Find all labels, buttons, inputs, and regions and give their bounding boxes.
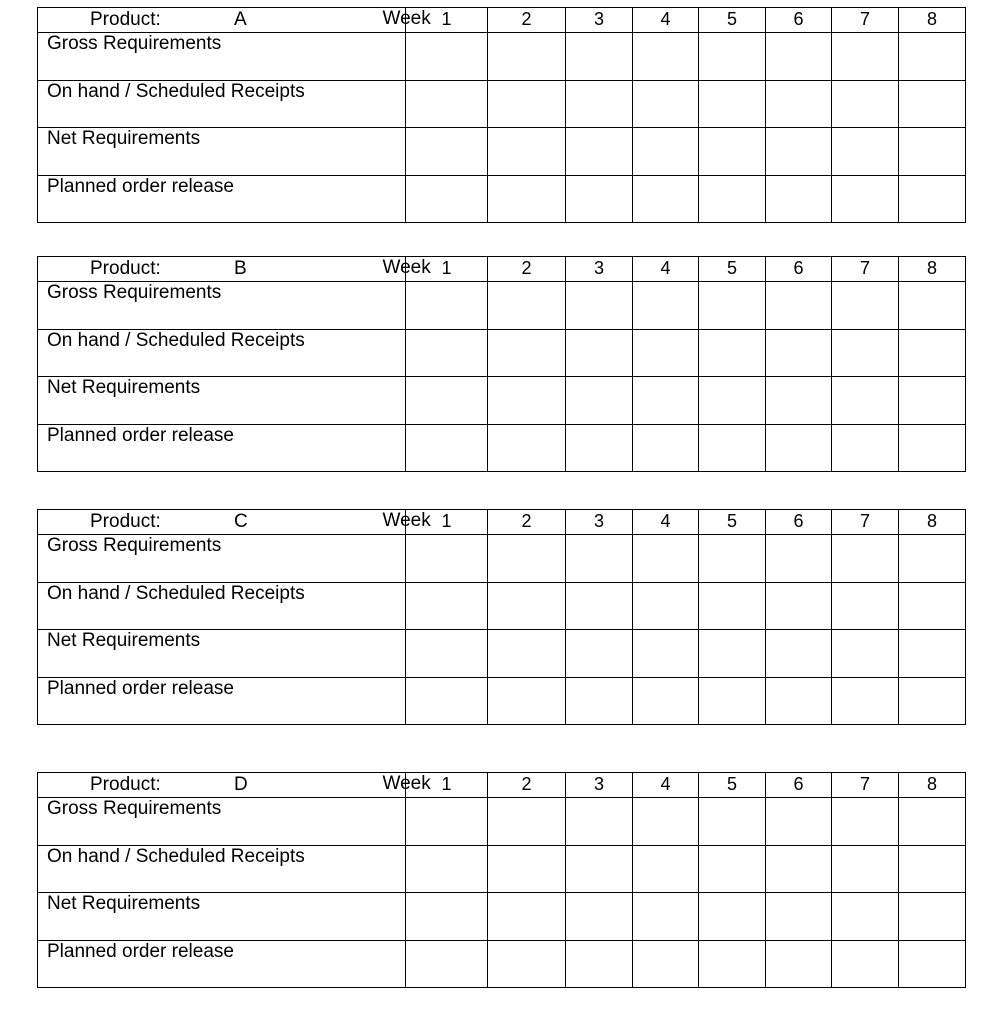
entry-cell[interactable] xyxy=(766,582,832,629)
entry-cell[interactable] xyxy=(699,677,766,724)
entry-cell[interactable] xyxy=(633,535,699,582)
entry-cell[interactable] xyxy=(766,424,832,471)
row-label-cell xyxy=(38,329,406,376)
week-number-8: 8 xyxy=(899,773,966,798)
product-name: D xyxy=(234,774,248,795)
week-number-2: 2 xyxy=(488,510,566,535)
row-label: Planned order release xyxy=(47,175,234,197)
entry-cell[interactable] xyxy=(699,893,766,940)
entry-cell[interactable] xyxy=(699,424,766,471)
row-label: Gross Requirements xyxy=(47,282,222,304)
entry-cell[interactable] xyxy=(488,798,566,845)
entry-cell[interactable] xyxy=(406,377,488,424)
entry-cell[interactable] xyxy=(832,33,899,80)
row-label: On hand / Scheduled Receipts xyxy=(47,582,305,604)
entry-cell[interactable] xyxy=(406,424,488,471)
entry-cell[interactable] xyxy=(406,677,488,724)
entry-cell[interactable] xyxy=(766,798,832,845)
entry-cell[interactable] xyxy=(832,424,899,471)
entry-cell[interactable] xyxy=(406,798,488,845)
entry-cell[interactable] xyxy=(699,845,766,892)
mrp-table-b xyxy=(37,256,966,472)
row-label: Gross Requirements xyxy=(47,33,222,55)
entry-cell[interactable] xyxy=(566,630,633,677)
row-label-cell xyxy=(38,377,406,424)
week-number-3: 3 xyxy=(566,510,633,535)
week-number-5: 5 xyxy=(699,773,766,798)
entry-cell[interactable] xyxy=(899,940,966,987)
entry-cell[interactable] xyxy=(566,677,633,724)
entry-cell[interactable] xyxy=(488,282,566,329)
row-label: Planned order release xyxy=(47,940,234,962)
entry-cell[interactable] xyxy=(832,128,899,175)
mrp-table-a xyxy=(37,7,966,223)
entry-cell[interactable] xyxy=(899,377,966,424)
entry-cell[interactable] xyxy=(699,582,766,629)
entry-cell[interactable] xyxy=(566,893,633,940)
entry-cell[interactable] xyxy=(699,535,766,582)
entry-cell[interactable] xyxy=(899,424,966,471)
entry-cell[interactable] xyxy=(832,845,899,892)
entry-cell[interactable] xyxy=(633,893,699,940)
entry-cell[interactable] xyxy=(406,80,488,127)
week-number-5: 5 xyxy=(699,510,766,535)
week-number-3: 3 xyxy=(566,8,633,33)
entry-cell[interactable] xyxy=(566,175,633,222)
mrp-table-d xyxy=(37,772,966,988)
entry-cell[interactable] xyxy=(488,940,566,987)
row-label: Net Requirements xyxy=(47,630,201,652)
mrp-table-c xyxy=(37,509,966,725)
week-number-3: 3 xyxy=(566,257,633,282)
entry-cell[interactable] xyxy=(633,329,699,376)
entry-cell[interactable] xyxy=(633,377,699,424)
entry-cell[interactable] xyxy=(899,282,966,329)
entry-cell[interactable] xyxy=(899,80,966,127)
entry-cell[interactable] xyxy=(699,377,766,424)
entry-cell[interactable] xyxy=(899,33,966,80)
entry-cell[interactable] xyxy=(633,798,699,845)
entry-cell[interactable] xyxy=(699,940,766,987)
entry-cell[interactable] xyxy=(566,798,633,845)
entry-cell[interactable] xyxy=(406,630,488,677)
entry-cell[interactable] xyxy=(832,630,899,677)
entry-cell[interactable] xyxy=(766,175,832,222)
entry-cell[interactable] xyxy=(633,33,699,80)
week-number-7: 7 xyxy=(832,510,899,535)
entry-cell[interactable] xyxy=(633,845,699,892)
row-label-cell xyxy=(38,798,406,845)
entry-cell[interactable] xyxy=(488,845,566,892)
entry-cell[interactable] xyxy=(766,940,832,987)
row-label-cell xyxy=(38,893,406,940)
week-number-7: 7 xyxy=(832,8,899,33)
entry-cell[interactable] xyxy=(766,282,832,329)
entry-cell[interactable] xyxy=(766,377,832,424)
entry-cell[interactable] xyxy=(633,128,699,175)
entry-cell[interactable] xyxy=(899,845,966,892)
entry-cell[interactable] xyxy=(766,80,832,127)
entry-cell[interactable] xyxy=(488,80,566,127)
row-label: Net Requirements xyxy=(47,377,201,399)
row-label: On hand / Scheduled Receipts xyxy=(47,329,305,351)
week-number-3: 3 xyxy=(566,773,633,798)
week-number-8: 8 xyxy=(899,8,966,33)
entry-cell[interactable] xyxy=(406,535,488,582)
entry-cell[interactable] xyxy=(766,535,832,582)
row-label: Net Requirements xyxy=(47,128,201,150)
entry-cell[interactable] xyxy=(406,282,488,329)
row-label: Net Requirements xyxy=(47,893,201,915)
week-number-1: 1 xyxy=(406,773,488,798)
product-label: Product: xyxy=(90,774,161,795)
entry-cell[interactable] xyxy=(699,329,766,376)
entry-cell[interactable] xyxy=(406,893,488,940)
row-label: On hand / Scheduled Receipts xyxy=(47,845,305,867)
entry-cell[interactable] xyxy=(699,80,766,127)
entry-cell[interactable] xyxy=(899,128,966,175)
entry-cell[interactable] xyxy=(633,175,699,222)
entry-cell[interactable] xyxy=(899,630,966,677)
entry-cell[interactable] xyxy=(488,329,566,376)
entry-cell[interactable] xyxy=(766,893,832,940)
entry-cell[interactable] xyxy=(766,677,832,724)
product-header-cell xyxy=(38,510,383,535)
entry-cell[interactable] xyxy=(699,33,766,80)
week-number-1: 1 xyxy=(406,8,488,33)
entry-cell[interactable] xyxy=(699,798,766,845)
entry-cell[interactable] xyxy=(699,175,766,222)
entry-cell[interactable] xyxy=(899,798,966,845)
entry-cell[interactable] xyxy=(633,80,699,127)
product-header-cell xyxy=(38,8,383,33)
entry-cell[interactable] xyxy=(832,582,899,629)
entry-cell[interactable] xyxy=(633,282,699,329)
week-number-4: 4 xyxy=(633,773,699,798)
row-label-cell xyxy=(38,630,406,677)
week-label: Week xyxy=(383,257,406,282)
entry-cell[interactable] xyxy=(566,582,633,629)
row-label-cell xyxy=(38,582,406,629)
entry-cell[interactable] xyxy=(566,845,633,892)
entry-cell[interactable] xyxy=(766,128,832,175)
row-label-cell xyxy=(38,677,406,724)
product-label: Product: xyxy=(90,9,161,30)
entry-cell[interactable] xyxy=(766,33,832,80)
entry-cell[interactable] xyxy=(766,329,832,376)
entry-cell[interactable] xyxy=(566,33,633,80)
entry-cell[interactable] xyxy=(899,677,966,724)
week-number-4: 4 xyxy=(633,8,699,33)
row-label: Planned order release xyxy=(47,424,234,446)
entry-cell[interactable] xyxy=(488,377,566,424)
entry-cell[interactable] xyxy=(488,677,566,724)
entry-cell[interactable] xyxy=(566,424,633,471)
entry-cell[interactable] xyxy=(766,845,832,892)
entry-cell[interactable] xyxy=(488,893,566,940)
entry-cell[interactable] xyxy=(832,282,899,329)
entry-cell[interactable] xyxy=(488,175,566,222)
entry-cell[interactable] xyxy=(566,940,633,987)
week-number-2: 2 xyxy=(488,8,566,33)
entry-cell[interactable] xyxy=(832,80,899,127)
row-label-cell xyxy=(38,424,406,471)
entry-cell[interactable] xyxy=(832,677,899,724)
entry-cell[interactable] xyxy=(566,80,633,127)
entry-cell[interactable] xyxy=(699,630,766,677)
row-label-cell xyxy=(38,940,406,987)
week-number-8: 8 xyxy=(899,257,966,282)
entry-cell[interactable] xyxy=(406,940,488,987)
entry-cell[interactable] xyxy=(566,377,633,424)
entry-cell[interactable] xyxy=(566,128,633,175)
entry-cell[interactable] xyxy=(406,582,488,629)
week-number-5: 5 xyxy=(699,8,766,33)
week-number-8: 8 xyxy=(899,510,966,535)
product-name: C xyxy=(234,511,248,532)
product-name: A xyxy=(234,9,247,30)
week-label: Week xyxy=(383,8,406,33)
entry-cell[interactable] xyxy=(899,175,966,222)
entry-cell[interactable] xyxy=(488,535,566,582)
entry-cell[interactable] xyxy=(633,630,699,677)
row-label-cell xyxy=(38,33,406,80)
entry-cell[interactable] xyxy=(488,630,566,677)
row-label: On hand / Scheduled Receipts xyxy=(47,80,305,102)
entry-cell[interactable] xyxy=(832,893,899,940)
entry-cell[interactable] xyxy=(488,424,566,471)
entry-cell[interactable] xyxy=(488,128,566,175)
product-name: B xyxy=(234,258,247,279)
entry-cell[interactable] xyxy=(832,535,899,582)
entry-cell[interactable] xyxy=(633,677,699,724)
entry-cell[interactable] xyxy=(488,582,566,629)
entry-cell[interactable] xyxy=(832,940,899,987)
week-label: Week xyxy=(383,773,406,798)
row-label: Gross Requirements xyxy=(47,798,222,820)
product-header-cell xyxy=(38,773,383,798)
entry-cell[interactable] xyxy=(633,424,699,471)
week-number-6: 6 xyxy=(766,8,832,33)
week-number-6: 6 xyxy=(766,257,832,282)
week-number-4: 4 xyxy=(633,257,699,282)
product-label: Product: xyxy=(90,258,161,279)
week-number-2: 2 xyxy=(488,773,566,798)
entry-cell[interactable] xyxy=(832,329,899,376)
entry-cell[interactable] xyxy=(699,282,766,329)
entry-cell[interactable] xyxy=(566,329,633,376)
product-label: Product: xyxy=(90,511,161,532)
week-number-6: 6 xyxy=(766,510,832,535)
week-number-7: 7 xyxy=(832,773,899,798)
row-label-cell xyxy=(38,845,406,892)
week-number-7: 7 xyxy=(832,257,899,282)
entry-cell[interactable] xyxy=(899,582,966,629)
week-number-6: 6 xyxy=(766,773,832,798)
entry-cell[interactable] xyxy=(406,329,488,376)
entry-cell[interactable] xyxy=(488,33,566,80)
week-number-1: 1 xyxy=(406,257,488,282)
entry-cell[interactable] xyxy=(406,845,488,892)
week-label: Week xyxy=(383,510,406,535)
week-number-4: 4 xyxy=(633,510,699,535)
row-label-cell xyxy=(38,535,406,582)
entry-cell[interactable] xyxy=(832,798,899,845)
entry-cell[interactable] xyxy=(566,282,633,329)
entry-cell[interactable] xyxy=(406,33,488,80)
entry-cell[interactable] xyxy=(899,329,966,376)
entry-cell[interactable] xyxy=(406,128,488,175)
entry-cell[interactable] xyxy=(633,940,699,987)
week-number-1: 1 xyxy=(406,510,488,535)
entry-cell[interactable] xyxy=(899,893,966,940)
product-header-cell xyxy=(38,257,383,282)
week-number-2: 2 xyxy=(488,257,566,282)
row-label: Gross Requirements xyxy=(47,535,222,557)
row-label-cell xyxy=(38,282,406,329)
entry-cell[interactable] xyxy=(699,128,766,175)
entry-cell[interactable] xyxy=(633,582,699,629)
entry-cell[interactable] xyxy=(832,175,899,222)
entry-cell[interactable] xyxy=(566,535,633,582)
entry-cell[interactable] xyxy=(899,535,966,582)
row-label-cell xyxy=(38,175,406,222)
row-label-cell xyxy=(38,80,406,127)
entry-cell[interactable] xyxy=(832,377,899,424)
week-number-5: 5 xyxy=(699,257,766,282)
entry-cell[interactable] xyxy=(406,175,488,222)
row-label: Planned order release xyxy=(47,677,234,699)
row-label-cell xyxy=(38,128,406,175)
entry-cell[interactable] xyxy=(766,630,832,677)
